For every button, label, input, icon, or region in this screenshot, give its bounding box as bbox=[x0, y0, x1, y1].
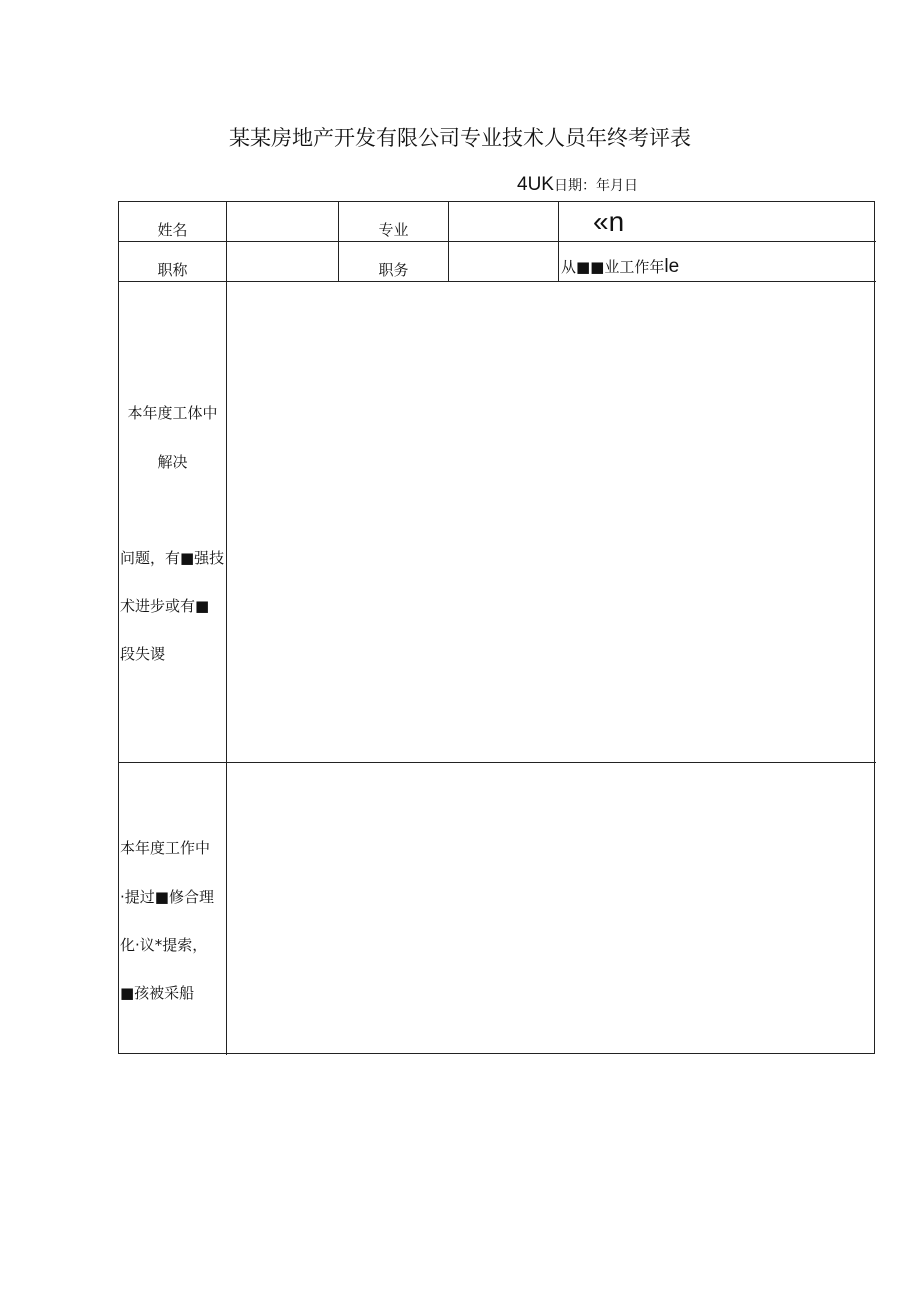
position-field[interactable] bbox=[449, 242, 558, 281]
name-label: 姓名 bbox=[157, 221, 188, 239]
years-label-text: 从■■业工作年 bbox=[561, 258, 665, 276]
section2-line-3: 化·议*提索， bbox=[120, 936, 208, 954]
section2-line-4: ■孩被采船 bbox=[120, 984, 195, 1002]
col-divider-4 bbox=[558, 202, 559, 282]
section2-line-1: 本年度工作中 bbox=[120, 839, 211, 857]
section1-line-1: 本年度工体中 bbox=[127, 404, 218, 422]
date-line bbox=[517, 174, 638, 196]
section1-content-area[interactable] bbox=[227, 282, 876, 762]
section2-line-2: ·提过■修合理 bbox=[120, 888, 214, 906]
name-field[interactable] bbox=[227, 202, 338, 241]
title-label: 职称 bbox=[157, 261, 188, 279]
date-label: 日期：年月日 bbox=[553, 178, 638, 194]
years-label-suffix: le bbox=[664, 256, 680, 277]
section1-line-3: 问题，有■强技 bbox=[120, 549, 225, 567]
section2-content-area[interactable] bbox=[227, 763, 876, 1055]
extra-text: «n bbox=[593, 206, 625, 237]
title-field[interactable] bbox=[227, 242, 338, 281]
section1-line-5: 段失谡 bbox=[120, 645, 166, 663]
page-title: 某某房地产开发有限公司专业技术人员年终考评表 bbox=[229, 126, 691, 150]
major-field[interactable] bbox=[449, 202, 558, 241]
section1-line-2: 解决 bbox=[157, 453, 188, 471]
evaluation-form bbox=[118, 201, 875, 1054]
position-label: 职务 bbox=[378, 261, 409, 279]
major-label: 专业 bbox=[378, 221, 409, 239]
date-code: 4UK bbox=[517, 174, 554, 195]
section1-line-4: 术进步或有■ bbox=[120, 597, 210, 615]
years-label bbox=[561, 256, 679, 278]
